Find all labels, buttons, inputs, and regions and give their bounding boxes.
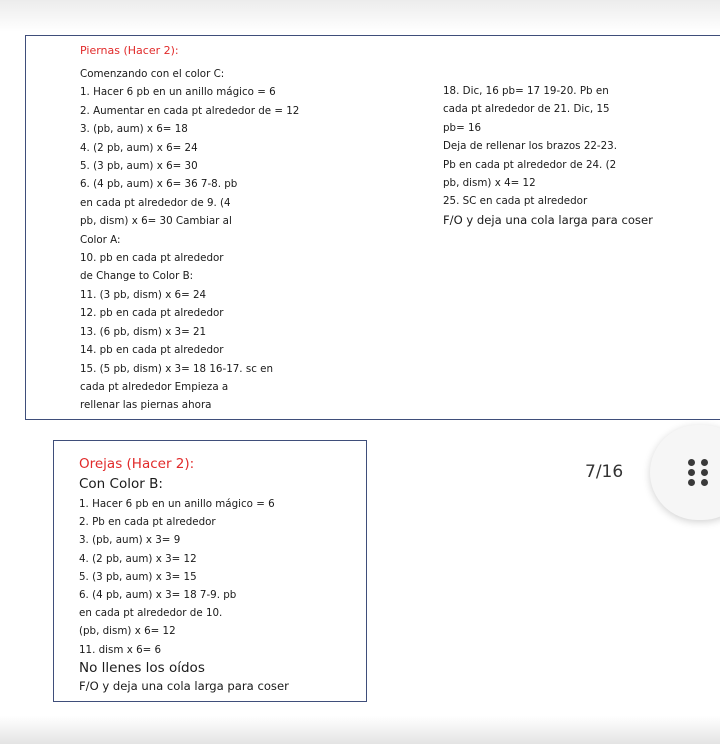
legs-line: 15. (5 pb, dism) x 3= 18 16-17. sc en — [80, 362, 274, 375]
ears-line: No llenes los oídos — [79, 659, 205, 676]
legs-line: Deja de rellenar los brazos 22-23. — [443, 140, 618, 153]
legs-line: en cada pt alrededor de 9. (4 — [80, 196, 231, 209]
legs-line: pb, dism) x 4= 12 — [443, 177, 536, 190]
legs-line: 11. (3 pb, dism) x 6= 24 — [80, 288, 207, 301]
ears-line: 3. (pb, aum) x 3= 9 — [79, 534, 181, 547]
ears-section — [53, 440, 367, 702]
ears-line: 2. Pb en cada pt alrededor — [79, 516, 216, 529]
ears-subtitle: Con Color B: — [79, 476, 163, 492]
ears-line: 1. Hacer 6 pb en un anillo mágico = 6 — [79, 498, 275, 510]
ears-line: F/O y deja una cola larga para coser — [79, 679, 289, 694]
legs-line: 5. (3 pb, aum) x 6= 30 — [80, 160, 198, 173]
legs-line: Pb en cada pt alrededor de 24. (2 — [443, 158, 617, 171]
legs-line: Color A: — [80, 233, 121, 246]
legs-line: 13. (6 pb, dism) x 3= 21 — [80, 325, 207, 338]
ears-lines — [79, 495, 289, 695]
top-shade — [0, 0, 720, 32]
legs-line: 14. pb en cada pt alrededor — [80, 344, 224, 357]
legs-line: cada pt alrededor de 21. Dic, 15 — [443, 103, 610, 116]
ears-line: 4. (2 pb, aum) x 3= 12 — [79, 552, 197, 565]
grid-dots-icon — [688, 459, 710, 487]
legs-line: pb= 16 — [443, 121, 482, 134]
legs-line: F/O y deja una cola larga para coser — [443, 212, 653, 227]
page-indicator: 7/16 — [585, 462, 624, 482]
legs-line: 12. pb en cada pt alrededor — [80, 307, 224, 320]
legs-line: 18. Dic, 16 pb= 17 19-20. Pb en — [443, 85, 609, 97]
legs-line: 1. Hacer 6 pb en un anillo mágico = 6 — [80, 86, 276, 99]
legs-left-column — [80, 65, 299, 415]
ears-title: Orejas (Hacer 2): — [79, 456, 195, 472]
legs-line: de Change to Color B: — [80, 270, 194, 283]
legs-section — [25, 35, 720, 420]
legs-line: 25. SC en cada pt alrededor — [443, 195, 588, 208]
menu-button[interactable] — [650, 425, 720, 520]
legs-line: rellenar las piernas ahora — [80, 399, 212, 412]
ears-line: 6. (4 pb, aum) x 3= 18 7-9. pb — [79, 589, 237, 602]
legs-line: 2. Aumentar en cada pt alrededor de = 12 — [80, 104, 300, 117]
ears-line: 5. (3 pb, aum) x 3= 15 — [79, 570, 197, 583]
ears-line: 11. dism x 6= 6 — [79, 643, 162, 656]
legs-right-column — [443, 82, 653, 229]
legs-line: 3. (pb, aum) x 6= 18 — [80, 123, 188, 136]
legs-line: pb, dism) x 6= 30 Cambiar al — [80, 215, 232, 228]
bottom-shade — [0, 716, 720, 744]
legs-title: Piernas (Hacer 2): — [80, 44, 179, 57]
ears-line: (pb, dism) x 6= 12 — [79, 625, 176, 638]
ears-line: en cada pt alrededor de 10. — [79, 607, 223, 620]
legs-line: 6. (4 pb, aum) x 6= 36 7-8. pb — [80, 178, 238, 191]
legs-line: cada pt alrededor Empieza a — [80, 380, 229, 393]
legs-line: 4. (2 pb, aum) x 6= 24 — [80, 141, 198, 154]
legs-line: Comenzando con el color C: — [80, 68, 225, 80]
legs-line: 10. pb en cada pt alrededor — [80, 252, 224, 265]
